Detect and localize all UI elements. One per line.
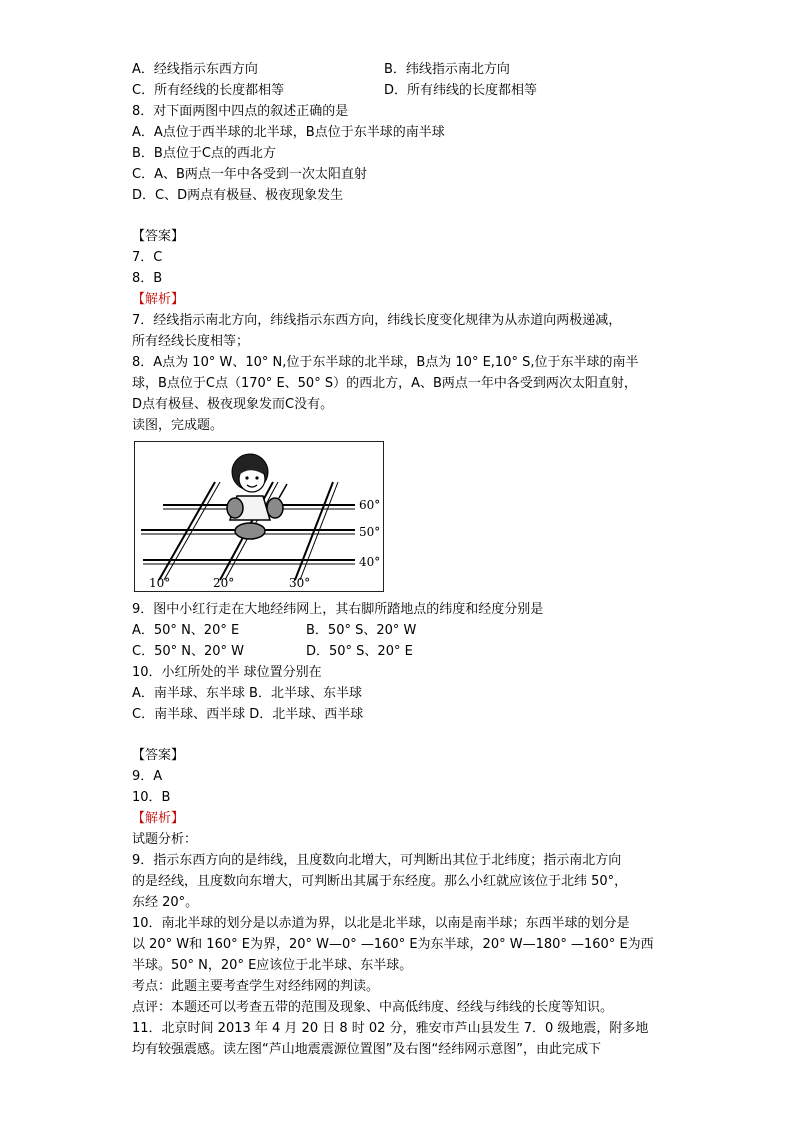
answer-header-2: 【答案】 (132, 748, 185, 763)
lat-lon-grid-figure (134, 441, 384, 592)
lat-label-50: 50° (359, 525, 381, 539)
q7-option-c: C．所有经线的长度都相等 (132, 83, 285, 98)
q8-option-d: D．C、D两点有极昼、极夜现象发生 (132, 188, 344, 203)
q10-stem: 10．小红所处的半 球位置分别在 (132, 665, 322, 680)
analysis-2-line-2: 的是经线，且度数向东增大，可判断出其属于东经度。那么小红就应该位于北纬 50°， (132, 874, 628, 889)
analysis-1-line-5: D点有极昼、极夜现象发而C没有。 (132, 397, 334, 412)
q11-line-1: 11．北京时间 2013 年 4 月 20 日 8 时 02 分，雅安市芦山县发生 7．0 级地震，附多地 (132, 1021, 649, 1036)
q9-stem: 9．图中小红行走在大地经纬网上，其右脚所踏地点的纬度和经度分别是 (132, 602, 544, 617)
q9-option-d: D．50° S、20° E (306, 644, 413, 659)
answer-7: 7．C (132, 250, 163, 265)
analysis-2-line-1: 9．指示东西方向的是纬线，且度数向北增大，可判断出其位于北纬度；指示南北方向 (132, 853, 622, 868)
q9-option-c: C．50° N、20° W (132, 644, 245, 659)
analysis-2-intro: 试题分析： (132, 832, 198, 847)
answer-9: 9．A (132, 769, 163, 784)
analysis-header-1: 【解析】 (132, 292, 185, 307)
exam-point: 考点：此题主要考查学生对经纬网的判读。 (132, 979, 380, 994)
analysis-2-line-5: 以 20° W和 160° E为界，20° W—0° —160° E为东半球，20° W—180° —160° E为西 (132, 937, 654, 952)
answer-header-1: 【答案】 (132, 229, 185, 244)
lon-label-10: 10° (149, 576, 171, 590)
analysis-1-line-4: 球，B点位于C点（170° E、50° S）的西北方，A、B两点一年中各受到两次太阳直射， (132, 376, 637, 391)
answer-8: 8．B (132, 271, 163, 286)
figure-intro: 读图，完成题。 (132, 418, 224, 433)
analysis-1-line-3: 8．A点为 10° W、10° N,位于东半球的北半球，B点为 10° E,10° S,位于东半球的南半 (132, 355, 639, 370)
analysis-header-2: 【解析】 (132, 811, 185, 826)
q7-option-b: B．纬线指示南北方向 (384, 62, 510, 77)
comment: 点评：本题还可以考查五带的范围及现象、中高低纬度、经线与纬线的长度等知识。 (132, 1000, 614, 1015)
q7-option-d: D．所有纬线的长度都相等 (384, 83, 538, 98)
lon-label-20: 20° (213, 576, 235, 590)
analysis-2-line-4: 10．南北半球的划分是以赤道为界，以北是北半球，以南是南半球；东西半球的划分是 (132, 916, 630, 931)
analysis-2-line-3: 东经 20°。 (132, 895, 199, 910)
lat-label-40: 40° (359, 555, 381, 569)
q9-option-b: B．50° S、20° W (306, 623, 417, 638)
analysis-1-line-1: 7．经线指示南北方向，纬线指示东西方向，纬线长度变化规律为从赤道向两极递减， (132, 313, 622, 328)
q8-option-b: B．B点位于C点的西北方 (132, 146, 276, 161)
q8-option-c: C．A、B两点一年中各受到一次太阳直射 (132, 167, 367, 182)
lon-label-30: 30° (289, 576, 311, 590)
analysis-1-line-2: 所有经线长度相等； (132, 334, 250, 349)
q11-line-2: 均有较强震感。读左图“芦山地震震源位置图”及右图“经纬网示意图”，由此完成下 (132, 1042, 601, 1057)
girl-illustration (227, 454, 287, 539)
lat-label-60: 60° (359, 498, 381, 512)
q10-options-ab: A．南半球、东半球 B．北半球、东半球 (132, 686, 362, 701)
analysis-2-line-6: 半球。50° N，20° E应该位于北半球、东半球。 (132, 958, 413, 973)
q8-option-a: A．A点位于西半球的北半球，B点位于东半球的南半球 (132, 125, 445, 140)
q10-options-cd: C．南半球、西半球 D．北半球、西半球 (132, 707, 364, 722)
q9-option-a: A．50° N、20° E (132, 623, 240, 638)
q8-stem: 8．对下面两图中四点的叙述正确的是 (132, 104, 349, 119)
answer-10: 10．B (132, 790, 171, 805)
q7-option-a: A．经线指示东西方向 (132, 62, 258, 77)
